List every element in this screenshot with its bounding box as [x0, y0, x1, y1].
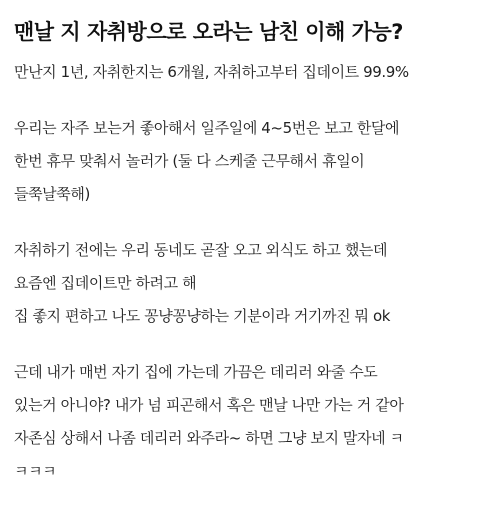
- post-line: 우리는 자주 보는거 좋아해서 일주일에 4~5번은 보고 한달에: [14, 119, 400, 137]
- post-line: 들쭉날쭉해): [14, 185, 90, 203]
- post-line: ㅋㅋㅋ: [14, 462, 57, 480]
- post-line: 근데 내가 매번 자기 집에 가는데 가끔은 데리러 와줄 수도: [14, 363, 378, 381]
- post-line: 만난지 1년, 자취한지는 6개월, 자취하고부터 집데이트 99.9%: [14, 63, 409, 81]
- post-line: 한번 휴무 맞춰서 놀러가 (둘 다 스케줄 근무해서 휴일이: [14, 152, 365, 170]
- paragraph-gap: [14, 211, 474, 234]
- paragraph-gap: [14, 89, 474, 112]
- post-line: 자존심 상해서 나좀 데리러 와주라~ 하면 그냥 보지 말자네 ㅋ: [14, 429, 404, 447]
- post-line: 자취하기 전에는 우리 동네도 곧잘 오고 외식도 하고 했는데: [14, 241, 388, 259]
- post-body: [14, 56, 474, 488]
- post: [14, 0, 474, 488]
- post-title: 맨날 지 자취방으로 오라는 남친 이해 가능?: [14, 20, 403, 44]
- post-line: 집 좋지 편하고 나도 꽁냥꽁냥하는 기분이라 거기까진 뭐 ok: [14, 307, 391, 325]
- post-line: 있는거 아니야? 내가 넘 피곤해서 혹은 맨날 나만 가는 거 같아: [14, 396, 404, 414]
- post-line: 요즘엔 집데이트만 하려고 해: [14, 274, 197, 292]
- paragraph-gap: [14, 333, 474, 356]
